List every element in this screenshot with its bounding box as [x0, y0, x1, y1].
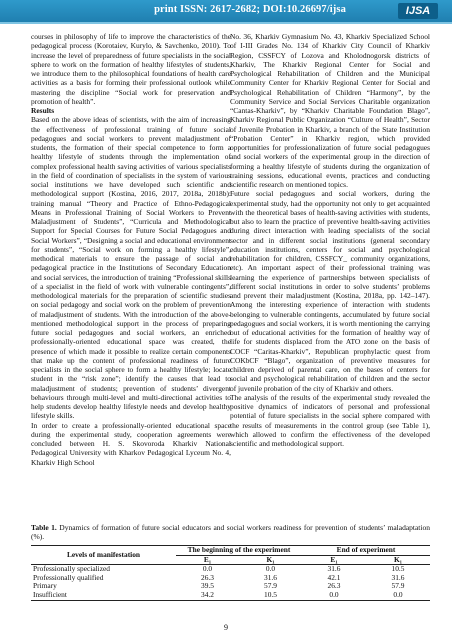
paragraph: Future social pedagogues and social workers, during the experimental study, had the opportunity not only to get acquainted with the theoretical bases of health-saving activities with students, but also to learn the practice of preventive health-saving activities during direct interaction with leading specialists of the social sector and in different social institutions (general secondary education institutions, centers for social and psychological rehabilitation for children, CSSFCY_ community organizations, etc). An important aspect of their professional training was learning the experience of partnerships between specialists of different social institutions in order to solve students’ problems and prevent their maladjustment (Kostina, 2018a, pp. 142–147). Among the interesting experience of interaction with students belonging to vulnerable contingents, accumulated by future social pedagogues and social workers, it is worth mentioning the carrying out of educational activities for the formation of healthy way of life for students displaced from the ATO zone on the basis of COCF “Caritas-Kharkiv”, Republican prophylactic quest from COKbCF “Blago”, organization of preventive measures for children deprived of parental care, on the bases of centers for social and psychological rehabilitation of children and the sector of juvenile probation of the city of Kharkiv and others. — [230, 189, 430, 393]
subheader-k-begin: K₁ — [239, 555, 302, 565]
paragraph: The analysis of the results of the experimental study revealed the positive dynamics of indicators of personal and professional potential of future specialists in the social sphere compared with the results of measurements in the control group (see Table 1), which allowed to confirm the effectiveness of the developed scientific and methodological support. — [230, 392, 430, 448]
row-header-levels: Levels of manifestation — [31, 546, 176, 565]
table-header-row — [31, 546, 430, 556]
table-caption-text: Dynamics of formation of future social educators and social workers readiness for prevention of students’ maladaptation (%). — [31, 523, 430, 542]
paragraph: No. 36, Kharkiv Gymnasium No. 43, Kharkiv Specialized School of I-III Grades No. 134 of Kharkiv City Council of Kharkiv Region, CSSFCY of Lozova and Kholodnogorsk districts of Kharkiv, The Kharkiv Regional Center for Social and Psychological Rehabilitation of Children and the Municipal Community Center for Kharkiv Regional Center for Social and Psychological Rehabilitation of Children “Harmony”, by the Community Service and Social Services Charitable organization “Cantas-Kharkiv”, by “Kharkiv Charitable Foundation Blago”, Kharkiv Regional Public Organization “Culture of Health”, Sector of Juvenile Probation in Kharkiv, a branch of the State Institution “Probation Center” in Kharkiv region, which provided opportunities for professionalization of future social pedagogues and social workers of the experimental group in the direction of forming a healthy lifestyle of students during the organization of training sessions, educational events, practices and conducting scientific research on mentioned topics. — [230, 32, 430, 189]
cell-value: 39.5 — [201, 581, 214, 591]
cell-value: 57.9 — [391, 581, 405, 591]
journal-issn-doi: print ISSN: 2617-2682; DOI:10.26697/ijsa — [154, 4, 346, 15]
cell-value: 42.1 — [327, 572, 341, 582]
section-heading: Results — [31, 106, 55, 115]
cell-value: 0.0 — [202, 564, 213, 574]
row-label: Primary — [33, 581, 57, 591]
subheader-e-begin: E₁ — [176, 555, 239, 565]
table-row — [31, 574, 430, 583]
page-number: 9 — [224, 623, 228, 632]
cell-value: 26.3 — [201, 572, 214, 582]
table-row — [31, 591, 430, 600]
header-underline — [0, 22, 452, 24]
cell-value: 31.6 — [264, 572, 277, 582]
right-text-column — [230, 32, 430, 448]
cell-value: 0.0 — [366, 591, 430, 600]
table-caption-label: Table 1. — [31, 523, 57, 532]
table-row — [31, 582, 430, 591]
cell-value: 31.6 — [391, 572, 405, 582]
group-header-end: End of experiment — [302, 546, 430, 556]
cell-value: 0.0 — [265, 564, 276, 574]
row-label: Insufficient — [31, 591, 176, 600]
cell-value: 57.9 — [264, 581, 277, 591]
results-table — [31, 545, 430, 601]
subheader-k-end: K₁ — [366, 555, 430, 565]
paragraph: Based on the above ideas of scientists, with the aim of increasing the effectiveness of professional training of future social pedagogues and social workers to prevent maladjustment of students, the formation of their special competence to form a healthy lifestyle of students through the implementation of complex professional health saving activities of various specialists in the field of coordination of specialists in the system of various social institutions we have developed such scientific and methodological support (Kostina, 2016, 2017, 2018a, 2018b): training manual “Theory and Practice of Ethno-Pedagogical Means in Professional Training of Social Workers to Prevent Maladjustment of Students”, “Curricula and Methodological Support for Special Courses for Future Social Pedagogues and Social Workers”, “Designing a social and educational environment for students”, “Social work on forming a healthy lifestyle”, methodical materials to ensure the passage of social and pedagogical practice in the Institutions of Secondary Education and social services, the introduction of training “Professional skills of a specialist in the field of work with vulnerable contingents”, methodological materials for the preparation of scientific studies on social pedagogy and social work on the problem of prevention of maladjustment of students. With the introduction of the above-mentioned methodological support in the process of preparing future social pedagogues and social workers, an enriched professionally-oriented educational space was created, the presence of which made it possible to realize certain components that make up the content of professional readiness of future specialists in the social sphere to form a healthy lifestyle; locate student in the “risk zone”; identify the causes that lead to maladjustment of students; prevention of students’ divergent behaviours through multi-level and multi-directional activities to help students develop healthy lifestyle needs and develop healthy lifestyle skills. — [31, 115, 231, 421]
paragraph: courses in philosophy of life to improve the characteristics of the pedagogical process (Korotaiev, Kurylo, & Savchenko, 2010). To increase the level of preparedness of future specialists in the social sphere to work on the formation of healthy lifestyles of students, we introduce them to the philosophical foundations of health care activities as a basis for forming their professional outlook while mastering the discipline “Social work for preservation and promotion of health”. — [31, 32, 231, 106]
cell-value: 10.5 — [391, 564, 405, 574]
cell-value: 31.6 — [327, 564, 341, 574]
cell-value: 0.0 — [302, 591, 366, 600]
subheader-e-end: E₁ — [302, 555, 366, 565]
row-label: Professionally qualified — [33, 572, 104, 582]
row-label: Professionally specialized — [33, 564, 110, 574]
table-caption — [31, 523, 430, 542]
paragraph: In order to create a professionally-oriented educational space during the experimental study, cooperation agreements were concluded between H. S. Skovoroda Kharkiv National Pedagogical University with Kharkov Pedagogical Lyceum No. 4, Kharkiv High School — [31, 420, 231, 467]
journal-logo: IJSA — [398, 3, 438, 19]
cell-value: 26.3 — [327, 581, 341, 591]
cell-value: 34.2 — [176, 591, 239, 600]
left-text-column — [31, 32, 231, 467]
group-header-beginning: The beginning of the experiment — [176, 546, 302, 556]
cell-value: 10.5 — [239, 591, 302, 600]
